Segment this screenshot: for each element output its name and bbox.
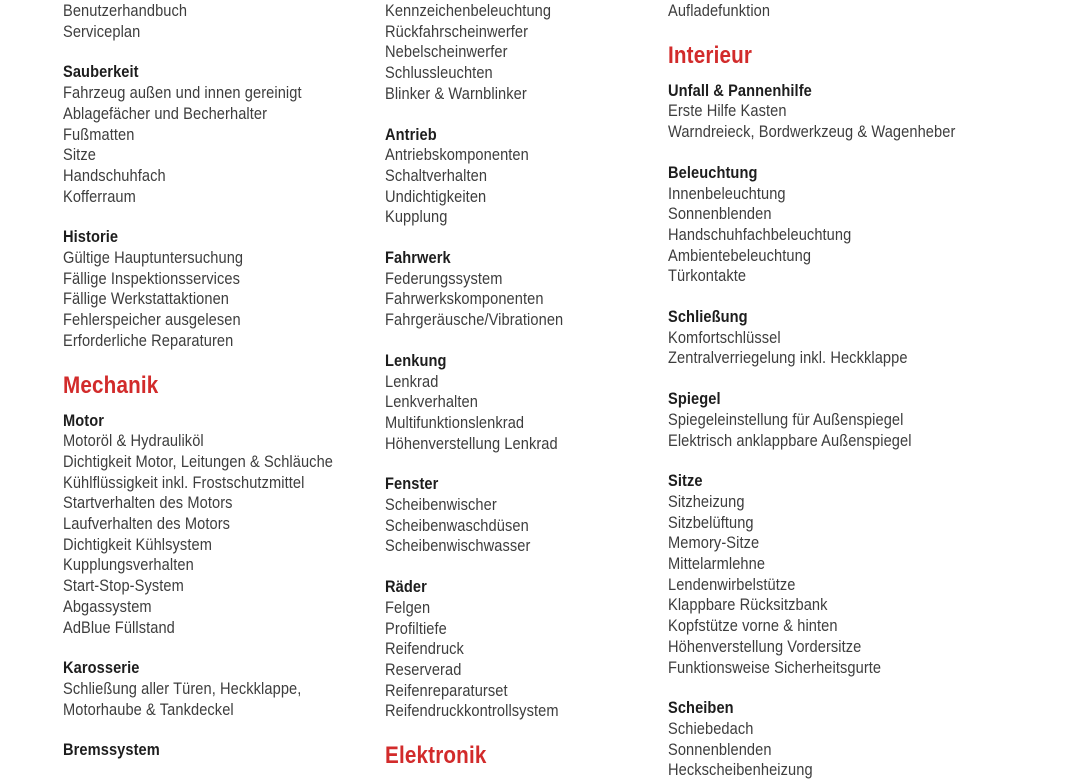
checklist-item: Erste Hilfe Kasten	[668, 101, 787, 121]
checklist-item: Reifendruck	[385, 639, 464, 659]
checklist-item: Höhenverstellung Lenkrad	[385, 433, 558, 453]
checklist-item: Felgen	[385, 597, 431, 617]
subsection-spiegel	[668, 389, 1012, 451]
checklist-item: Handschuhfach	[63, 165, 166, 185]
subsection-title-antrieb: Antrieb	[385, 124, 437, 144]
checklist-item: Aufladefunktion	[668, 1, 771, 20]
checklist-item: Kupplung	[385, 207, 448, 227]
checklist-item: Schiebedach	[668, 718, 754, 738]
checklist-item: Reserverad	[385, 659, 462, 679]
subsection-title-beleuchtung: Beleuchtung	[668, 162, 758, 182]
section-heading-mechanik: Mechanik	[63, 371, 159, 399]
subsection-title-fahrwerk: Fahrwerk	[385, 248, 451, 268]
checklist-item: Schaltverhalten	[385, 165, 488, 185]
subsection-karosserie	[63, 658, 407, 720]
checklist-item: Reifendruckkontrollsystem	[385, 701, 559, 721]
checklist-item: Schließung aller Türen, Heckklappe,	[63, 678, 302, 698]
subsection-title-schliessung: Schließung	[668, 307, 748, 327]
checklist-item: Fehlerspeicher ausgelesen	[63, 310, 241, 330]
subsection-title-fenster: Fenster	[385, 474, 439, 494]
checklist-item: Kennzeichenbeleuchtung	[385, 1, 552, 20]
checklist-item: Motorhaube & Tankdeckel	[63, 699, 234, 719]
checklist-item: Innenbeleuchtung	[668, 183, 786, 203]
checklist-item: Memory-Sitze	[668, 533, 760, 553]
checklist-item: Fällige Inspektionsservices	[63, 268, 241, 288]
checklist-item: Klappbare Rücksitzbank	[668, 595, 828, 615]
checklist-item: Funktionsweise Sicherheitsgurte	[668, 657, 882, 677]
checklist-item: Ablagefächer und Becherhalter	[63, 103, 268, 123]
checklist-item: Nebelscheinwerfer	[385, 42, 508, 62]
checklist-item: Sitzheizung	[668, 491, 745, 511]
checklist-item: Kupplungsverhalten	[63, 555, 194, 575]
checklist-item: Kofferraum	[63, 186, 136, 206]
checklist-item: Elektrisch anklappbare Außenspiegel	[668, 430, 912, 450]
checklist-item: Warndreieck, Bordwerkzeug & Wagenheber	[668, 122, 956, 142]
checklist-item: Multifunktionslenkrad	[385, 412, 525, 432]
checklist-item: Lendenwirbelstütze	[668, 574, 796, 594]
checklist-item: Fahrzeug außen und innen gereinigt	[63, 83, 302, 103]
checklist-item: Schlussleuchten	[385, 63, 493, 83]
checklist-item: Start-Stop-System	[63, 576, 184, 596]
subsection-title-raeder: Räder	[385, 577, 427, 597]
checklist-item: Rückfahrscheinwerfer	[385, 21, 529, 41]
checklist-item: Fahrgeräusche/Vibrationen	[385, 310, 564, 330]
checklist-item: Fahrwerkskomponenten	[385, 289, 544, 309]
checklist-item: Komfortschlüssel	[668, 327, 781, 347]
checklist-item: Profiltiefe	[385, 618, 447, 638]
checklist-item: Mittelarmlehne	[668, 554, 766, 574]
subsection-title-motor: Motor	[63, 410, 105, 430]
subsection-sauberkeit	[63, 62, 407, 207]
subsection-sitze	[668, 471, 1012, 678]
column-right	[668, 0, 1068, 781]
subsection-title-sitze: Sitze	[668, 471, 703, 491]
subsection-schliessung	[668, 307, 1012, 369]
item-group	[63, 1, 407, 42]
subsection-title-spiegel: Spiegel	[668, 389, 721, 409]
checklist-item: Blinker & Warnblinker	[385, 83, 527, 103]
checklist-item: Höhenverstellung Vordersitze	[668, 636, 862, 656]
subsection-title-scheiben: Scheiben	[668, 698, 734, 718]
checklist-item: Fußmatten	[63, 124, 135, 144]
checklist-item: Ambientebeleuchtung	[668, 245, 812, 265]
checklist-item: Lenkrad	[385, 371, 439, 391]
subsection-title-sauberkeit: Sauberkeit	[63, 62, 139, 82]
checklist-item: Lenkverhalten	[385, 392, 478, 412]
checklist-item: Undichtigkeiten	[385, 186, 487, 206]
column-right-content	[668, 0, 1012, 781]
checklist-item: Sitze	[63, 145, 96, 165]
checklist-item: Reifenreparaturset	[385, 680, 508, 700]
subsection-title-historie: Historie	[63, 227, 119, 247]
checklist-item: Sitzbelüftung	[668, 512, 754, 532]
checklist-item: Fällige Werkstattaktionen	[63, 289, 230, 309]
subsection-motor	[63, 411, 407, 639]
section-heading-interieur: Interieur	[668, 41, 753, 69]
checklist-item: Türkontakte	[668, 266, 747, 286]
checklist-item: Scheibenwischer	[385, 495, 497, 515]
subsection-title-lenkung: Lenkung	[385, 350, 447, 370]
checklist-item: Heckscheibenheizung	[668, 760, 813, 780]
checklist-item: Scheibenwischwasser	[385, 536, 531, 556]
subsection-unfall-pannenhilfe	[668, 81, 1012, 143]
item-group	[668, 1, 1012, 22]
checklist-item: Abgassystem	[63, 596, 152, 616]
subsection-bremssystem	[63, 740, 407, 761]
checklist-item: Sonnenblenden	[668, 204, 772, 224]
checklist-item: Laufverhalten des Motors	[63, 514, 231, 534]
checklist-item: Gültige Hauptuntersuchung	[63, 248, 244, 268]
checklist-item: Handschuhfachbeleuchtung	[668, 224, 852, 244]
subsection-title-karosserie: Karosserie	[63, 658, 140, 678]
subsection-historie	[63, 227, 407, 351]
section-heading-elektronik: Elektronik	[385, 742, 487, 770]
checklist-item: AdBlue Füllstand	[63, 617, 175, 637]
checklist-item: Federungssystem	[385, 268, 503, 288]
checklist-item: Motoröl & Hydrauliköl	[63, 431, 204, 451]
checklist-item: Dichtigkeit Kühlsystem	[63, 534, 212, 554]
checklist-item: Erforderliche Reparaturen	[63, 330, 234, 350]
checklist-item: Zentralverriegelung inkl. Heckklappe	[668, 348, 908, 368]
subsection-title-bremssystem: Bremssystem	[63, 740, 160, 760]
subsection-title-unfall-pannenhilfe: Unfall & Pannenhilfe	[668, 80, 812, 100]
checklist-item: Antriebskomponenten	[385, 145, 529, 165]
checklist-item: Benutzerhandbuch	[63, 1, 188, 20]
subsection-beleuchtung	[668, 163, 1012, 287]
checklist-item: Scheibenwaschdüsen	[385, 515, 529, 535]
checklist-item: Kühlflüssigkeit inkl. Frostschutzmittel	[63, 472, 305, 492]
checklist-item: Sonnenblenden	[668, 739, 772, 759]
checklist-item: Kopfstütze vorne & hinten	[668, 616, 838, 636]
checklist-item: Spiegeleinstellung für Außenspiegel	[668, 409, 904, 429]
checklist-item: Dichtigkeit Motor, Leitungen & Schläuche	[63, 451, 334, 471]
subsection-scheiben	[668, 698, 1012, 781]
column-left-content	[63, 0, 407, 761]
checklist-item: Startverhalten des Motors	[63, 493, 233, 513]
checklist-item: Serviceplan	[63, 21, 141, 41]
